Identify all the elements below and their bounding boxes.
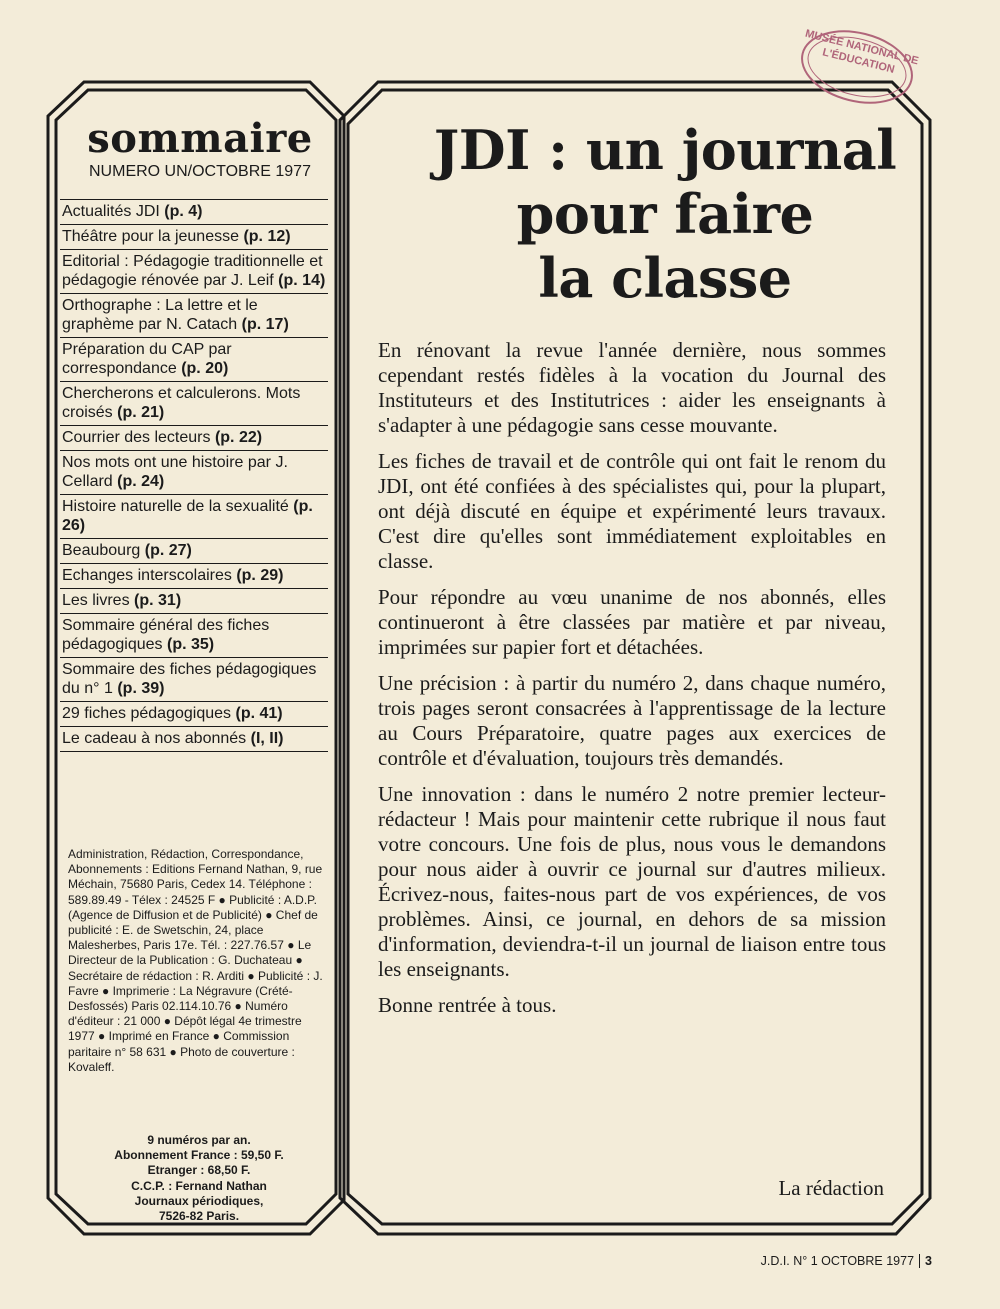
article-body	[378, 338, 886, 1029]
article-signature: La rédaction	[778, 1176, 884, 1200]
page-number: 3	[919, 1254, 932, 1268]
article-headline	[360, 118, 970, 310]
sidebar-subtitle: NUMERO UN/OCTOBRE 1977	[89, 163, 311, 180]
toc-item-title: Courrier des lecteurs	[62, 429, 211, 446]
toc-item[interactable]	[60, 249, 328, 293]
toc-item-page: (p. 35)	[167, 636, 215, 653]
toc-item-page: (p. 17)	[241, 316, 289, 333]
toc-item-page: (p. 24)	[117, 473, 165, 490]
toc-item-title: Histoire naturelle de la sexualité	[62, 498, 289, 515]
toc-item-page: (p. 20)	[181, 360, 229, 377]
toc-item[interactable]	[60, 425, 328, 450]
subscription-line: Journaux périodiques,	[134, 1193, 264, 1208]
toc-item[interactable]	[60, 657, 328, 701]
article-paragraph: Pour répondre au vœu unanime de nos abonnés, elles continueront à être classées par matière et par niveau, imprimées sur papier fort et détachées.	[378, 585, 886, 659]
toc-item-page: (p. 22)	[214, 429, 263, 446]
toc-item[interactable]	[60, 381, 328, 425]
toc-item-page: (p. 26)	[62, 498, 313, 534]
subscription-line: C.C.P. : Fernand Nathan	[131, 1178, 267, 1193]
toc-item-page: (p. 12)	[243, 228, 291, 245]
toc-item-title: Orthographe : La lettre et le graphème par N. Catach	[62, 297, 258, 333]
footer-text: J.D.I. N° 1 OCTOBRE 1977	[760, 1254, 915, 1268]
toc-item-title: Sommaire des fiches pédagogiques du n° 1	[62, 661, 317, 697]
toc-item-title: Nos mots ont une histoire par J. Cellard	[62, 454, 288, 490]
toc-item[interactable]	[60, 726, 328, 752]
toc-item-title: Editorial : Pédagogie traditionnelle et pédagogie rénovée par J. Leif	[62, 253, 323, 289]
subscription-line: 9 numéros par an.	[147, 1133, 251, 1147]
article-paragraph: Une innovation : dans le numéro 2 notre premier lecteur-rédacteur ! Mais pour maintenir cette rubrique il nous faut votre concours. Une fois de plus, nous vous le demandons pour nous aider à ouvrir ce journal sur d'autres milieux. Écrivez-nous, faites-nous part de vos expériences, de vos problèmes. Ainsi, ce journal, en dehors de sa mission d'information, deviendra-t-il un journal de liaison entre tous les enseignants.	[378, 782, 886, 981]
article-paragraph: Une précision : à partir du numéro 2, dans chaque numéro, trois pages seront consacrées à l'apprentissage de la lecture au Cours Préparatoire, quatre pages aux exercices de contrôle et d'évaluation, toujours très demandés.	[378, 671, 886, 770]
toc-item[interactable]	[60, 450, 328, 494]
toc-item[interactable]	[60, 588, 328, 613]
toc-item-page: (p. 29)	[236, 567, 284, 584]
subscription-info	[68, 1133, 330, 1224]
toc-item[interactable]	[60, 224, 328, 249]
toc-item[interactable]	[60, 563, 328, 588]
toc-item-page: (p. 31)	[134, 592, 182, 609]
article-paragraph: En rénovant la revue l'année dernière, nous sommes cependant restés fidèles à la vocation du Journal des Instituteurs et des Institutrices : aider les enseignants à s'adapter à une pédagogie sans cesse mouvante.	[378, 338, 886, 437]
toc-item-title: Théâtre pour la jeunesse	[62, 228, 239, 245]
toc-item[interactable]	[60, 293, 328, 337]
article-paragraph: Les fiches de travail et de contrôle qui ont fait le renom du JDI, ont été confiées à des spécialistes qui, pour la plupart, ont déjà discuté en équipe et expérimenté leurs travaux. C'est dire qu'elles sont immédiatement exploitables en classe.	[378, 449, 886, 573]
toc-item-title: Le cadeau à nos abonnés	[62, 730, 247, 747]
headline-line: pour faire	[516, 182, 814, 246]
toc-item-page: (p. 14)	[278, 272, 326, 289]
publisher-info: Administration, Rédaction, Correspondance, Abonnements : Editions Fernand Nathan, 9, rue Méchain, 75680 Paris, Cedex 14. Téléphone : 589.89.49 - Télex : 24525 F ● Publicité : A.D.P. (Agence de Diffusion et de Publicité) ● Chef de publicité : E. de Swetschin, 24, place Malesherbes, Paris 17e. Tél. : 227.76.57 ● Le Directeur de la Publication : G. Duchateau ● Secrétaire de rédaction : R. Arditi ● Publicité : J. Favre ● Imprimerie : La Négravure (Crété-Desfossés) Paris 02.114.10.76 ● Numéro d'éditeur : 21 000 ● Dépôt légal 4e trimestre 1977 ● Imprimé en France ● Commission paritaire n° 58 631 ● Photo de couverture : Kovaleff.	[68, 847, 323, 1074]
toc-item-title: Echanges interscolaires	[62, 567, 232, 584]
toc-item-page: (p. 41)	[235, 705, 283, 722]
toc-item-title: Sommaire général des fiches pédagogiques	[62, 617, 270, 653]
toc-item[interactable]	[60, 701, 328, 726]
toc-item-page: (p. 4)	[164, 203, 203, 220]
toc-item-title: Préparation du CAP par correspondance	[62, 341, 232, 377]
toc-item-page: (p. 27)	[144, 542, 192, 559]
subscription-line: Etranger : 68,50 F.	[147, 1163, 251, 1178]
headline-line: JDI : un journal	[433, 118, 897, 182]
toc-item[interactable]	[60, 337, 328, 381]
toc-item[interactable]	[60, 199, 328, 224]
table-of-contents	[60, 199, 328, 752]
subscription-line: 7526-82 Paris.	[158, 1209, 240, 1224]
toc-item-title: Chercherons et calculerons. Mots croisés	[62, 385, 301, 421]
toc-item-page: (p. 21)	[117, 404, 165, 421]
toc-item[interactable]	[60, 538, 328, 563]
toc-item[interactable]	[60, 613, 328, 657]
toc-item-title: Les livres	[62, 592, 130, 609]
headline-line: la classe	[538, 246, 792, 310]
article-paragraph: Bonne rentrée à tous.	[378, 993, 557, 1017]
toc-item-title: 29 fiches pédagogiques	[62, 705, 232, 722]
page-footer	[700, 1254, 932, 1268]
sidebar-title: sommaire	[87, 115, 313, 162]
toc-item[interactable]	[60, 494, 328, 538]
toc-item-title: Actualités JDI	[62, 203, 160, 220]
toc-item-title: Beaubourg	[62, 542, 141, 559]
subscription-line: Abonnement France : 59,50 F.	[114, 1148, 284, 1163]
stamp-text: MUSÉE NATIONAL DE L'ÉDUCATION	[803, 27, 920, 76]
toc-item-page: (I, II)	[250, 730, 284, 747]
toc-item-page: (p. 39)	[117, 680, 165, 697]
